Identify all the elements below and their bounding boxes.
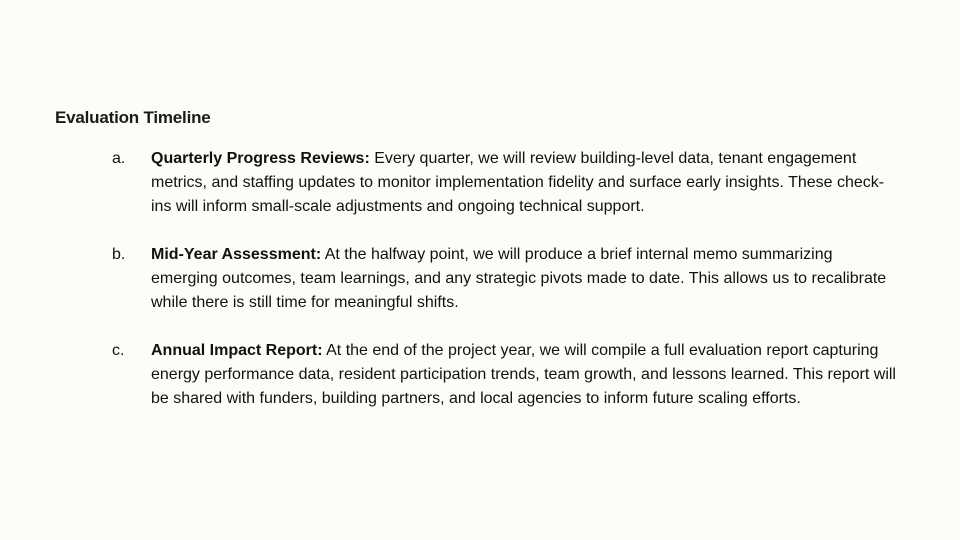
list-item-body — [151, 147, 896, 219]
list-item-text: At the end of the project year, we will compile a full evaluation report capturing energy performance data, resident participation trends, team growth, and lessons learned. This report will be shared with funders, building partners, and local agencies to inform future scaling efforts. — [151, 342, 896, 407]
section-heading: Evaluation Timeline — [55, 108, 211, 127]
list-item-text: At the halfway point, we will produce a brief internal memo summarizing emerging outcomes, team learnings, and any strategic pivots made to date. This allows us to recalibrate while there is still time for meaningful shifts. — [151, 246, 887, 311]
evaluation-list — [0, 147, 960, 435]
list-item-annual — [0, 339, 960, 411]
list-marker: c. — [112, 342, 125, 359]
list-item-mid-year — [0, 243, 960, 315]
list-item-text: Every quarter, we will review building-level data, tenant engagement metrics, and staffing updates to monitor implementation fidelity and surface early insights. These check-ins will inform small-scale adjustments and ongoing technical support. — [151, 150, 885, 215]
list-item-body — [151, 339, 896, 411]
list-item-quarterly — [0, 147, 960, 219]
list-marker: b. — [112, 246, 126, 263]
list-item-body — [151, 243, 896, 315]
list-item-lead: Mid-Year Assessment: — [151, 246, 322, 263]
list-item-lead: Annual Impact Report: — [151, 342, 323, 359]
list-item-lead: Quarterly Progress Reviews: — [151, 150, 370, 167]
list-marker: a. — [112, 150, 126, 167]
